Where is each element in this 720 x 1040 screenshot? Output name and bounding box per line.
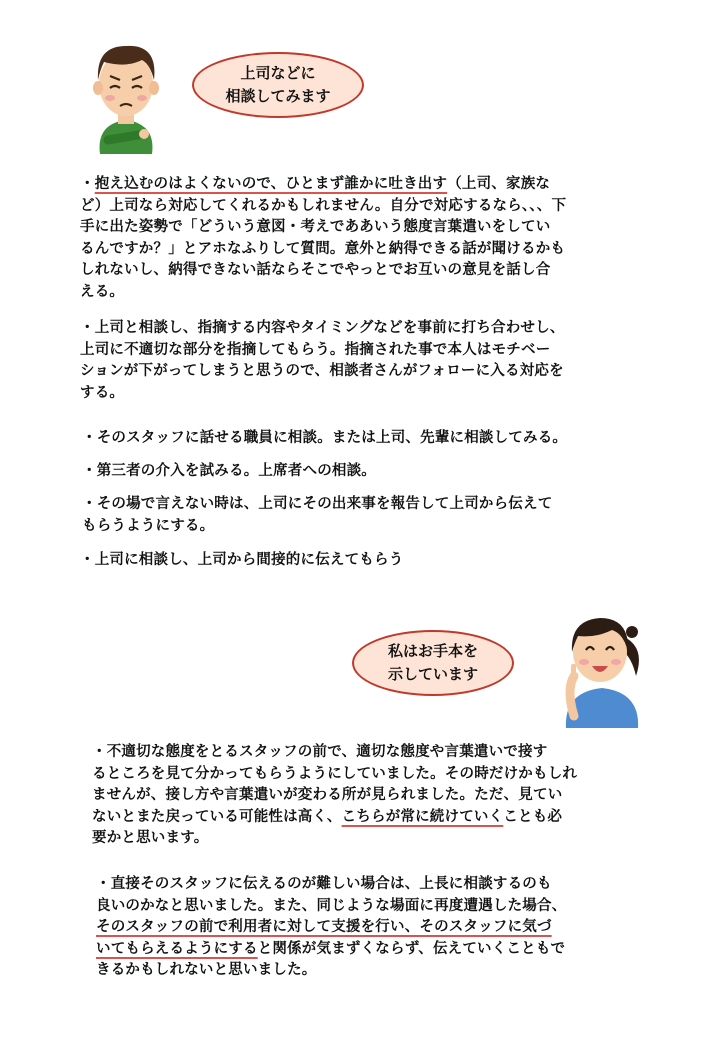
underlined-text: こちらが常に続けていく bbox=[341, 808, 504, 825]
text-line bbox=[96, 917, 566, 939]
paragraph bbox=[80, 550, 403, 572]
text-segment: 良いのかなと思いました。また、同じような場面に再度遭遇した場合、 bbox=[96, 897, 567, 914]
text-segment: きるかもしれないと思いました。 bbox=[96, 962, 317, 978]
text-segment: 上司に不適切な部分を指摘してもらう。指摘された事で本人はモチベー bbox=[80, 341, 551, 358]
text-line bbox=[96, 874, 566, 896]
paragraph bbox=[92, 742, 577, 850]
paragraph bbox=[80, 318, 565, 404]
text-segment: ・第三者の介入を試みる。上席者への相談。 bbox=[82, 463, 376, 479]
text-segment: ・そのスタッフに話せる職員に相談。または上司、先輩に相談してみる。 bbox=[82, 430, 568, 446]
bubble-line: 私はお手本を bbox=[387, 642, 478, 660]
text-line bbox=[92, 828, 577, 850]
text-line bbox=[96, 896, 566, 918]
text-line bbox=[92, 807, 577, 829]
speech-bubble-model bbox=[352, 630, 514, 696]
text-line bbox=[96, 960, 566, 982]
text-segment: るんですか？」とアホなふりして質問。意外と納得できる話が聞けるかも bbox=[80, 240, 566, 257]
text-line bbox=[80, 340, 565, 362]
underlined-text: いてもらえるようにする bbox=[96, 940, 258, 957]
text-line bbox=[82, 428, 567, 450]
text-line bbox=[82, 494, 552, 516]
text-segment: 要かと思います。 bbox=[92, 830, 209, 846]
text-line bbox=[80, 260, 566, 282]
text-line bbox=[96, 939, 566, 961]
text-line bbox=[92, 742, 577, 764]
underlined-text: そのスタッフの前で利用者に対して支援を行い、そのスタッフに気づ bbox=[96, 919, 552, 935]
paragraph bbox=[80, 174, 566, 303]
text-segment: もらうようにする。 bbox=[82, 517, 215, 534]
text-line bbox=[80, 318, 565, 340]
text-line bbox=[80, 383, 565, 405]
text-line bbox=[92, 785, 577, 807]
text-line bbox=[82, 461, 376, 483]
text-segment: する。 bbox=[80, 384, 125, 401]
text-line bbox=[80, 550, 403, 572]
text-segment: える。 bbox=[80, 283, 125, 300]
bubble-line: 相談してみます bbox=[225, 87, 331, 105]
text-segment: ・ bbox=[80, 176, 95, 192]
paragraph bbox=[96, 874, 566, 982]
text-segment: ど）上司なら対応してくれるかもしれません。自分で対応するなら、、、下 bbox=[80, 197, 567, 214]
text-segment: ・上司に相談し、上司から間接的に伝えてもらう bbox=[80, 552, 404, 568]
text-segment: ・その場で言えない時は、上司にその出来事を報告して上司から伝えて bbox=[82, 496, 553, 512]
text-line bbox=[80, 217, 566, 239]
text-segment: と関係が気まずくならず、伝えていくこともで bbox=[257, 940, 566, 957]
text-line bbox=[80, 239, 566, 261]
text-segment: 手に出た姿勢で「どういう意図・考えでああいう態度言葉遣いをしてい bbox=[80, 219, 551, 235]
text-segment: ないとまた戻っている可能性は高く、 bbox=[92, 808, 342, 825]
text-segment: るところを見て分かってもらうようにしていました。その時だけかもしれ bbox=[92, 765, 578, 782]
text-segment: ・不適切な態度をとるスタッフの前で、適切な態度や言葉遣いで接す bbox=[92, 744, 548, 760]
text-segment: ションが下がってしまうと思うので、相談者さんがフォローに入る対応を bbox=[80, 363, 564, 379]
text-line bbox=[82, 516, 552, 538]
worried-man-icon bbox=[86, 38, 166, 154]
text-line bbox=[80, 196, 566, 218]
bubble-line: 示しています bbox=[387, 665, 478, 683]
paragraph bbox=[82, 461, 376, 483]
bubble-line: 上司などに bbox=[240, 64, 316, 82]
text-line bbox=[80, 174, 566, 196]
paragraph bbox=[82, 428, 567, 450]
text-segment: ・上司と相談し、指摘する内容やタイミングなどを事前に打ち合わせし、 bbox=[80, 320, 565, 336]
text-segment: （上司、家族な bbox=[447, 176, 551, 192]
paragraph bbox=[82, 494, 552, 537]
text-segment: ことも必 bbox=[503, 808, 563, 825]
text-line bbox=[80, 361, 565, 383]
speech-bubble-consult bbox=[192, 52, 364, 118]
text-segment: ・直接そのスタッフに伝えるのが難しい場合は、上長に相談するのも bbox=[96, 876, 552, 892]
underlined-text: 抱え込むのはよくないので、ひとまず誰かに吐き出す bbox=[94, 176, 448, 192]
text-segment: ませんが、接し方や言葉遣いが変わる所が見られました。ただ、見てい bbox=[92, 787, 563, 803]
text-segment: しれないし、納得できない話ならそこでやっとでお互いの意見を話し合 bbox=[80, 262, 551, 278]
text-line bbox=[92, 764, 577, 786]
smiling-woman-icon bbox=[552, 606, 652, 728]
text-line bbox=[80, 282, 566, 304]
